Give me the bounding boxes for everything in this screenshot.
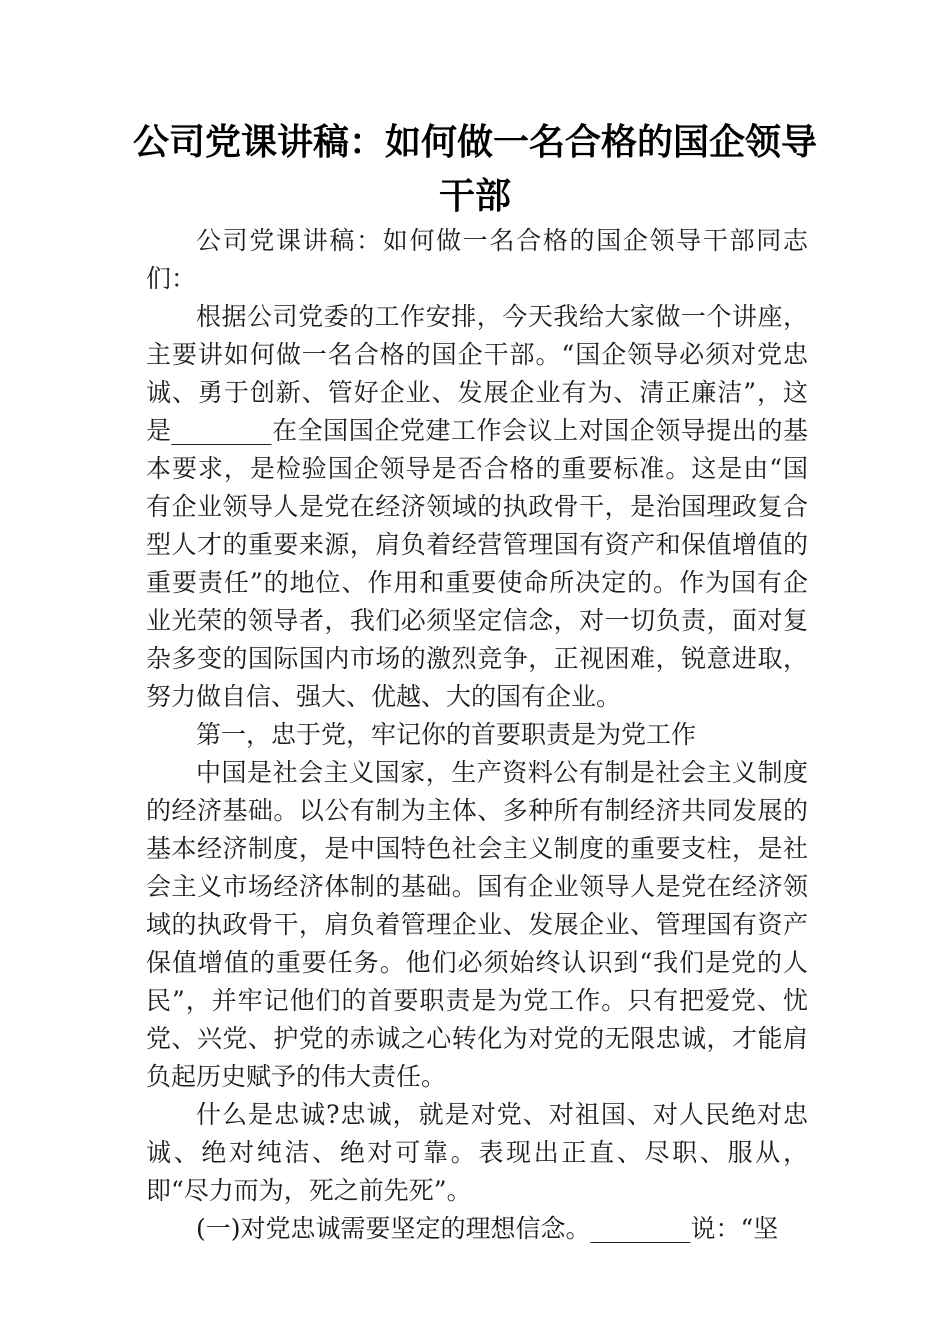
paragraph-greeting: 公司党课讲稿：如何做一名合格的国企领导干部同志们： [146, 226, 808, 293]
subsection-heading-one: (一)对党忠诚需要坚定的理想信念。________说：“坚 [196, 1214, 779, 1243]
paragraph-socialism: 中国是社会主义国家，生产资料公有制是社会主义制度的经济基础。以公有制为主体、多种所有制经济共同发展的基本经济制度，是中国特色社会主义制度的重要支柱，是社会主义市场经济体制的基础。国有企业领导人是党在经济领域的执政骨干，肩负着管理企业、发展企业、管理国有资产保值增值的重要任务。他们必须始终认识到“我们是党的人民”，并牢记他们的首要职责是为党工作。只有把爱党、忧党、兴党、护党的赤诚之心转化为对党的无限忠诚，才能肩负起历史赋予的伟大责任。 [146, 758, 808, 1091]
document-body [146, 222, 808, 1248]
document-title: 公司党课讲稿：如何做一名合格的国企领导干部 [132, 122, 817, 217]
section-heading-first: 第一，忠于党，牢记你的首要职责是为党工作 [196, 720, 697, 749]
paragraph-introduction: 根据公司党委的工作安排，今天我给大家做一个讲座，主要讲如何做一名合格的国企干部。“国企领导必须对党忠诚、勇于创新、管好企业、发展企业有为、清正廉洁”，这是________在全国国企党建工作会议上对国企领导提出的基本要求，是检验国企领导是否合格的重要标准。这是由“国有企业领导人是党在经济领域的执政骨干，是治国理政复合型人才的重要来源，肩负着经营管理国有资产和保值增值的重要责任”的地位、作用和重要使命所决定的。作为国有企业光荣的领导者，我们必须坚定信念，对一切负责，面对复杂多变的国际国内市场的激烈竞争，正视困难，锐意进取，努力做自信、强大、优越、大的国有企业。 [146, 302, 808, 711]
paragraph-loyalty-definition: 什么是忠诚?忠诚，就是对党、对祖国、对人民绝对忠诚、绝对纯洁、绝对可靠。表现出正直、尽职、服从，即“尽力而为，死之前先死”。 [146, 1100, 808, 1205]
